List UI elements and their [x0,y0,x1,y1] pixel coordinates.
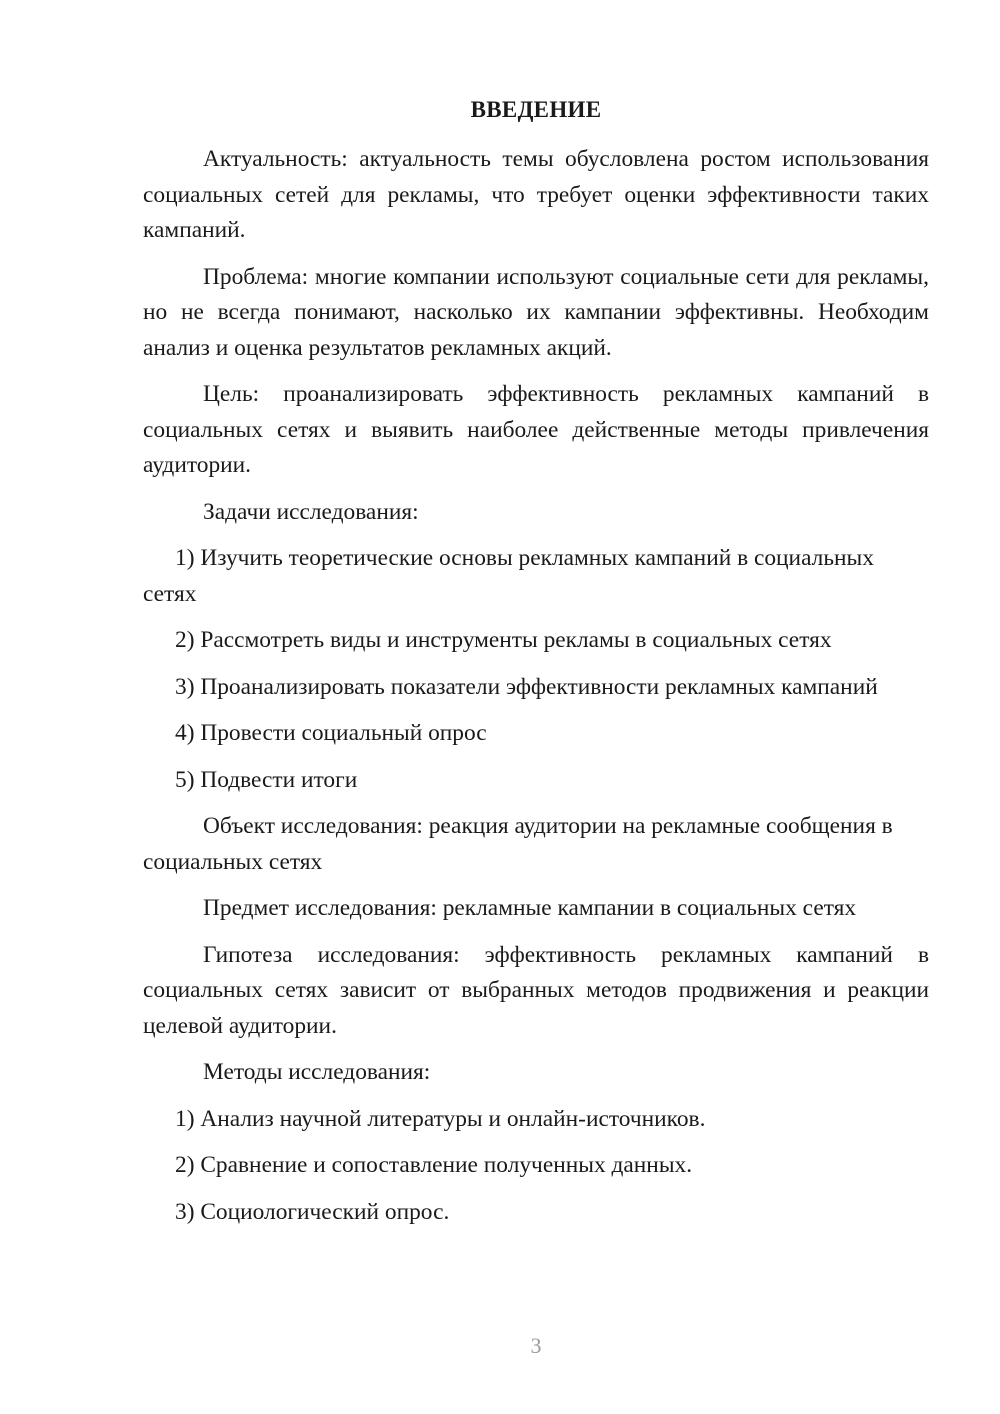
task-item: 1) Изучить теоретические основы рекламных кампаний в социальных сетях [143,545,874,607]
hypothesis-paragraph: Гипотеза исследования: эффективность рекламных кампаний в социальных сетях зависит от выбранных методов продвижения и реакции целевой аудитории. [143,941,929,1039]
goal-paragraph: Цель: проанализировать эффективность рекламных кампаний в социальных сетях и выявить наиболее действенные методы привлечения аудитории. [143,381,929,478]
task-item: 5) Подвести итоги [175,766,358,793]
method-item: 2) Сравнение и сопоставление полученных данных. [175,1152,693,1178]
methods-heading: Методы исследования: [203,1059,431,1085]
problem-paragraph: Проблема: многие компании используют социальные сети для рекламы, но не всегда понимают, насколько их кампании эффективны. Необходим анализ и оценка результатов рекламных акций. [143,263,929,361]
method-item: 3) Социологический опрос. [175,1198,450,1225]
task-item: 2) Рассмотреть виды и инструменты рекламы в социальных сетях [175,627,832,653]
task-item: 3) Проанализировать показатели эффективности рекламных кампаний [175,673,878,700]
method-item: 1) Анализ научной литературы и онлайн-источников. [175,1105,706,1132]
object-paragraph: Объект исследования: реакция аудитории на рекламные сообщения в социальных сетях [143,813,893,875]
page-number: 3 [530,1333,542,1358]
page-title: ВВЕДЕНИЕ [470,97,602,122]
task-item: 4) Провести социальный опрос [175,720,487,746]
relevance-paragraph: Актуальность: актуальность темы обусловлена ростом использования социальных сетей для рекламы, что требует оценки эффективности таких кампаний. [143,146,929,243]
tasks-heading: Задачи исследования: [203,498,419,525]
document-body [143,142,929,1241]
subject-paragraph: Предмет исследования: рекламные кампании в социальных сетях [203,895,857,921]
